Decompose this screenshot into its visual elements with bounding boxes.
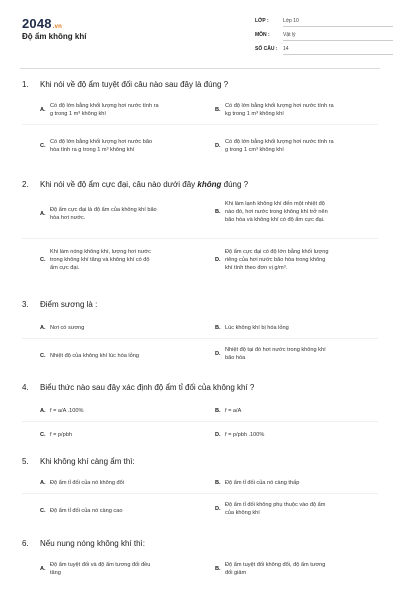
formula: f = p/pbh [50, 432, 72, 438]
question-4: 4. Biểu thức nào sau đây xác định độ ẩm tỉ đối của không khí ? A. f = a/A .100% B. f = a/A C. f = p/pbh D. f = p/pbh .100% [22, 383, 382, 395]
question-text: Biểu thức nào sau đây xác định độ ẩm tỉ đối của không khí ? [40, 383, 255, 392]
question-title [22, 180, 382, 192]
question-3: 3. Điểm sương là : A. Nơi có sương B. Lúc không khí bị hóa lỏng C. Nhiệt độ của không khí lúc hóa lỏng D. Nhiệt độ tại đó hơi nước trong không khí bão hòa [22, 300, 382, 312]
question-title [22, 300, 382, 312]
question-5: 5. Khi không khí càng ẩm thì: A. Độ ẩm tỉ đối của nó không đổi B. Độ ẩm tỉ đối của nó càng thấp C. Độ ẩm tỉ đối của nó càng cao D. Độ ẩm tỉ đối không phụ thuộc vào độ ẩm của không khí [22, 457, 382, 469]
question-number: 3. [22, 300, 29, 309]
question-text: Điểm sương là : [40, 300, 98, 309]
question-number: 4. [22, 383, 29, 392]
question-1: 1. Khi nói về độ ẩm tuyệt đối câu nào sau đây là đúng ? A. Có độ lớn bằng khối lượng hơi nước tính ra g trong 1 m³ không khí B. Có độ lớn bằng khối lượng hơi nước tính ra kg trong 1 m³ không khí C. Có độ lớn bằng khối lượng hơi nước bão hòa tính ra g trong 1 m³ không khí D. Có độ lớn bằng khối lượng hơi nước tính ra g trong 1 cm³ không khí [22, 80, 382, 92]
question-text: Khi nói về độ ẩm tuyệt đối câu nào sau đây là đúng ? [40, 80, 229, 89]
formula: f = p/pbh .100% [225, 432, 265, 438]
site-logo[interactable]: 2048.vn [22, 16, 63, 31]
question-text: Khi không khí càng ẩm thì: [40, 457, 135, 466]
meta-key: LỚP : [255, 18, 269, 24]
question-6: 6. Nếu nung nóng không khí thì: A. Độ ẩm tuyệt đối và độ ẩm tương đối đều tăng B. Độ ẩm tuyệt đối không đổi, độ ẩm tương đối giảm [22, 539, 382, 551]
meta-value: 14 [283, 46, 393, 55]
document-title: Độ ẩm không khí [22, 32, 87, 41]
document-header [0, 0, 400, 62]
question-title [22, 383, 382, 395]
question-number: 5. [22, 457, 29, 466]
header-divider [20, 68, 380, 69]
formula: f = a/A .100% [50, 408, 84, 414]
question-title [22, 539, 382, 551]
question-number: 6. [22, 539, 29, 548]
meta-key: SỐ CÂU : [255, 46, 278, 52]
meta-key: MÔN : [255, 32, 270, 38]
formula: f = a/A [225, 408, 242, 414]
meta-value: Lớp 10 [283, 18, 393, 27]
question-text: Khi nói về độ ẩm cực đại, câu nào dưới đây không đúng ? [40, 180, 249, 189]
question-text: Nếu nung nóng không khí thì: [40, 539, 145, 548]
question-number: 2. [22, 180, 29, 189]
question-title [22, 457, 382, 469]
question-title [22, 80, 382, 92]
emphasis-word: không [197, 180, 222, 189]
meta-value: Vật lý [283, 32, 393, 41]
question-number: 1. [22, 80, 29, 89]
question-2: 2. Khi nói về độ ẩm cực đại, câu nào dưới đây không đúng ? A. Độ ẩm cực đại là độ ẩm của không khí bão hòa hơi nước. B. Khi làm lạnh không khí đến một nhiệt độ nào đó, hơi nước trong không khí trở nên bão hòa và không khí có độ ẩm cực đại. C. Khi làm nóng không khí, lượng hơi nước trong không khí tăng và không khí có độ ẩm cực đại. D. Độ ẩm cực đại có độ lớn bằng khối lượng riêng của hơi nước bão hòa trong không khí tính theo đơn vị g/m³. [22, 180, 382, 192]
